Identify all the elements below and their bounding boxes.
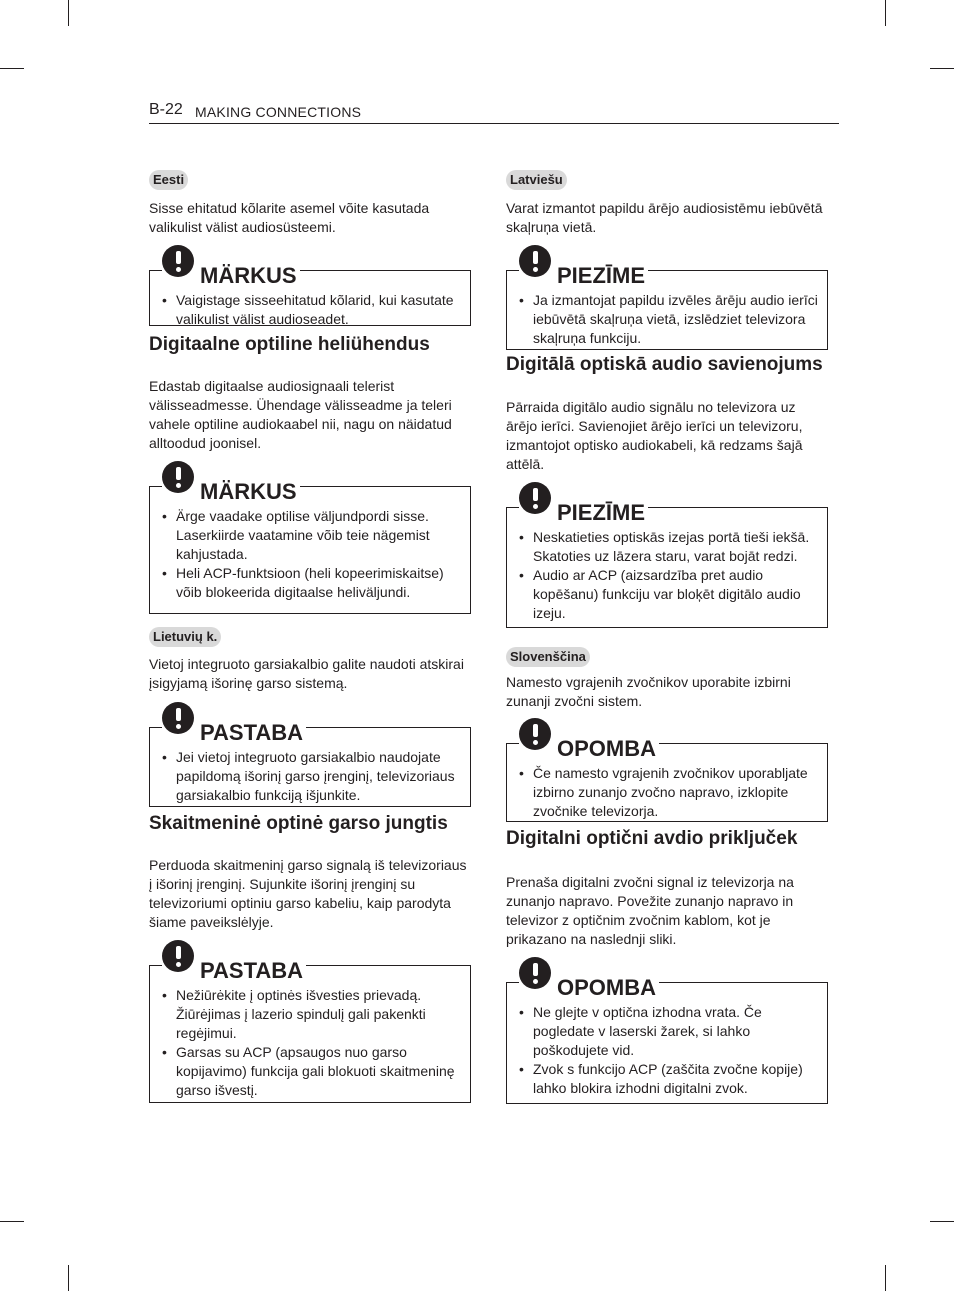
exclamation-icon bbox=[519, 718, 551, 750]
note-list bbox=[507, 764, 827, 821]
body-text: Prenaša digitalni zvočni signal iz televizorja na zunanjo napravo. Povežite zunanjo napravo in televizor z optičnim zvočnim kablom, kot je prikazano na naslednji sliki. bbox=[506, 874, 794, 947]
note-box bbox=[149, 720, 471, 807]
note-item: • Zvok s funkcijo ACP (zaščita zvočne kopije) lahko blokira izhodni digitalni zvok. bbox=[507, 1060, 827, 1098]
section-heading: Digitālā optiskā audio savienojums bbox=[506, 354, 823, 375]
note-box bbox=[149, 958, 471, 1103]
crop-mark bbox=[68, 1265, 69, 1291]
intro-text: Namesto vgrajenih zvočnikov uporabite izbirni zunanji zvočni sistem. bbox=[506, 674, 791, 709]
note-list bbox=[150, 291, 470, 329]
section-title: MAKING CONNECTIONS bbox=[195, 104, 362, 120]
intro-text: Sisse ehitatud kõlarite asemel võite kasutada valikulist välist audiosüsteemi. bbox=[149, 200, 430, 235]
note-item: • Ne glejte v optična izhodna vrata. Če pogledate v laserski žarek, si lahko poškodujete vid. bbox=[507, 1003, 827, 1060]
note-item: • Ja izmantojat papildu izvēles ārēju audio ierīci iebūvētā skaļruņa vietā, izslēdziet televizora skaļruņa funkciju. bbox=[507, 291, 827, 348]
note-item: • Neskatieties optiskās izejas portā tieši iekšā. Skatoties uz lāzera staru, varat bojāt redzi. bbox=[507, 528, 827, 566]
note-title: OPOMBA bbox=[557, 736, 656, 761]
page-number: B-22 bbox=[149, 101, 183, 118]
note-list bbox=[150, 507, 470, 602]
exclamation-icon bbox=[162, 940, 194, 972]
note-list bbox=[507, 1003, 827, 1098]
crop-mark bbox=[0, 68, 24, 69]
note-item: • Jei vietoj integruoto garsiakalbio naudojate papildomą išorinį garso įrenginį, televizoriaus garsiakalbio funkciją išjunkite. bbox=[150, 748, 470, 805]
crop-mark bbox=[930, 1221, 954, 1222]
exclamation-icon bbox=[519, 957, 551, 989]
note-list bbox=[150, 986, 470, 1100]
body-text: Pārraida digitālo audio signālu no televizora uz ārējo ierīci. Savienojiet ārējo ierīci un televizoru, izmantojot optisko audiokabeli, kā redzams šajā attēlā. bbox=[506, 399, 803, 472]
note-box bbox=[149, 263, 471, 327]
note-box bbox=[506, 500, 828, 628]
note-title: MÄRKUS bbox=[200, 263, 297, 288]
note-box bbox=[149, 479, 471, 614]
note-item: • Nežiūrėkite į optinės išvesties prievadą. Žiūrėjimas į lazerio spindulį gali pakenkti regėjimui. bbox=[150, 986, 470, 1043]
section-heading: Digitalni optični avdio priključek bbox=[506, 828, 798, 849]
left-column bbox=[149, 170, 471, 1103]
exclamation-icon bbox=[162, 461, 194, 493]
right-column bbox=[506, 170, 828, 1104]
language-badge-latviesu: Latviešu bbox=[506, 170, 567, 190]
crop-mark bbox=[68, 0, 69, 26]
note-list bbox=[507, 291, 827, 348]
note-box bbox=[506, 736, 828, 822]
page-header bbox=[149, 101, 839, 124]
exclamation-icon bbox=[162, 245, 194, 277]
body-text: Edastab digitaalse audiosignaali telerist välisseadmesse. Ühendage välisseadme ja teleri vahele optiline audiokaabel nii, nagu on näidatud alltoodud joonisel. bbox=[149, 378, 452, 451]
note-item: • Ärge vaadake optilise väljundpordi sisse. Laserkiirde vaatamine võib teie nägemist kahjustada. bbox=[150, 507, 470, 564]
note-item: • Če namesto vgrajenih zvočnikov uporabljate izbirno zunanjo zvočno napravo, izklopite zvočnike televizorja. bbox=[507, 764, 827, 821]
note-title: PASTABA bbox=[200, 720, 304, 745]
note-title: PIEZĪME bbox=[557, 500, 646, 525]
exclamation-icon bbox=[162, 702, 194, 734]
note-box bbox=[506, 975, 828, 1104]
exclamation-icon bbox=[519, 482, 551, 514]
note-title: MÄRKUS bbox=[200, 479, 297, 504]
exclamation-icon bbox=[519, 245, 551, 277]
note-item: • Heli ACP-funktsioon (heli kopeerimiskaitse) võib blokeerida digitaalse heliväljundi. bbox=[150, 564, 470, 602]
section-heading: Skaitmeninė optinė garso jungtis bbox=[149, 813, 448, 834]
body-text: Perduoda skaitmeninį garso signalą iš televizoriaus į išorinį įrenginį. Sujunkite išorinį įrenginį su televizoriumi optiniu garso kabeliu, kaip parodyta šiame paveikslėlyje. bbox=[149, 857, 467, 930]
intro-text: Vietoj integruoto garsiakalbio galite naudoti atskirai įsigyjamą išorinę garso sistemą. bbox=[149, 656, 464, 691]
language-badge-lietuviu: Lietuvių k. bbox=[149, 627, 221, 647]
note-list bbox=[507, 528, 827, 623]
note-list bbox=[150, 748, 470, 805]
crop-mark bbox=[0, 1221, 24, 1222]
crop-mark bbox=[885, 0, 886, 26]
note-box bbox=[506, 263, 828, 350]
language-badge-slovenscina: Slovenščina bbox=[506, 647, 590, 667]
crop-mark bbox=[930, 68, 954, 69]
intro-text: Varat izmantot papildu ārējo audiosistēmu iebūvētā skaļruņa vietā. bbox=[506, 200, 823, 235]
note-title: OPOMBA bbox=[557, 975, 656, 1000]
note-title: PIEZĪME bbox=[557, 263, 646, 288]
note-title: PASTABA bbox=[200, 958, 304, 983]
section-heading: Digitaalne optiline heliühendus bbox=[149, 334, 430, 355]
note-item: • Audio ar ACP (aizsardzība pret audio kopēšanu) funkciju var bloķēt digitālo audio izeju. bbox=[507, 566, 827, 623]
note-item: • Vaigistage sisseehitatud kõlarid, kui kasutate valikulist välist audioseadet. bbox=[150, 291, 470, 329]
language-badge-eesti: Eesti bbox=[149, 170, 188, 190]
crop-mark bbox=[885, 1265, 886, 1291]
note-item: • Garsas su ACP (apsaugos nuo garso kopijavimo) funkcija gali blokuoti skaitmeninę garso išvestį. bbox=[150, 1043, 470, 1100]
